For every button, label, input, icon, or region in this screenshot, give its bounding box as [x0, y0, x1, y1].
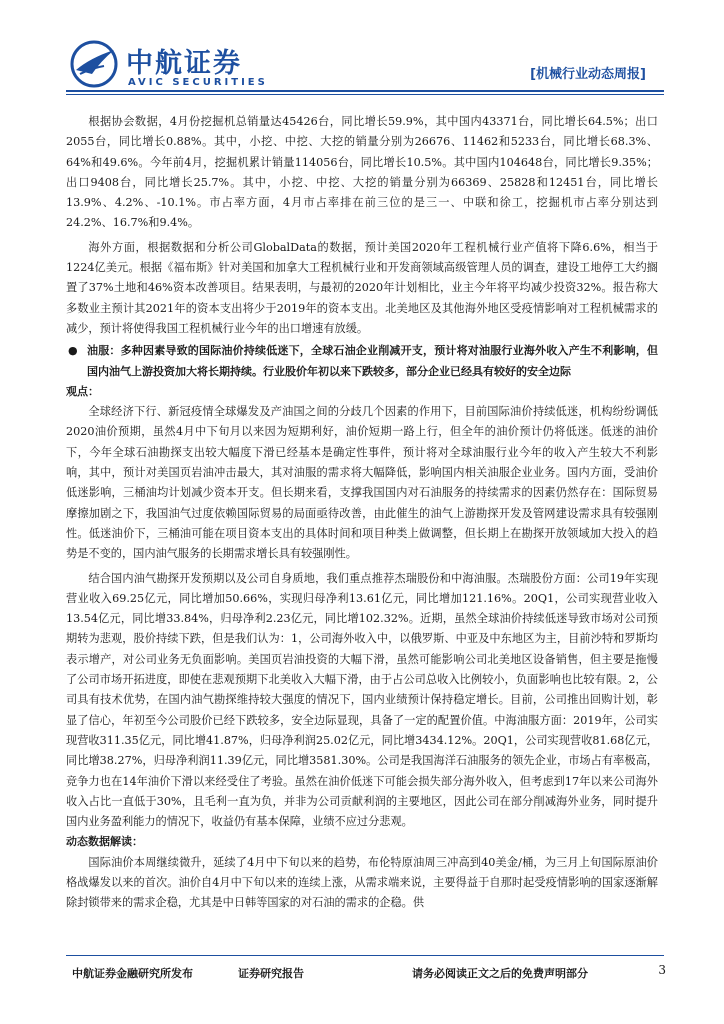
brand-name-en: AVIC SECURITIES [128, 77, 268, 88]
oil-service-heading-text: 油服：多种因素导致的国际油价持续低迷下，全球石油企业削减开支，预计将对油服行业海外收入产生不利影响，但国内油气上游投资加大将长期持续。行业股价年初以来下跌较多，部分企业已经具有较好的安全边际 [87, 344, 658, 378]
paragraph-excavator-sales: 根据协会数据，4月份挖掘机总销量达45426台，同比增长59.9%，其中国内43371台，同比增长64.5%；出口2055台，同比增长0.88%。其中，小挖、中挖、大挖的销量分别为26676、11462和5233台，同比增长68.3%、64%和49.6%。今年前4月，挖掘机累计销量114056台，同比增长10.5%。其中国内104648台，同比增长9.35%；出口9408台，同比增长25.7%。其中，小挖、中挖、大挖的销量分别为66369、25828和12451台，同比增长13.9%、4.2%、-10.1%。市占率方面，4月市占率排在前三位的是三一、中联和徐工，挖掘机市占率分别达到24.2%、16.7%和9.4%。 [66, 115, 658, 230]
header-divider [66, 90, 664, 92]
brand-name-cn: 中航证券 [126, 48, 242, 79]
page-number: 3 [658, 963, 666, 977]
viewpoint-title: 观点： [66, 384, 99, 398]
page-footer [0, 955, 724, 1015]
dynamic-data-title: 动态数据解读： [66, 835, 143, 849]
report-body [66, 112, 658, 957]
report-category: [机械行业动态周报] [530, 67, 646, 82]
paragraph-overseas: 海外方面，根据数据和分析公司GlobalData的数据，预计美国2020年工程机械行业产值将下降6.6%，相当于1224亿美元。根据《福布斯》针对美国和加拿大工程机械行业和开发商领域高级管理人员的调查，建设工地停工大约搁置了37%土地和46%资本改善项目。结果表明，与最初的2020年计划相比，业主今年将平均减少投资32%。报告称大多数业主预计其2021年的资本支出将少于2019年的资本支出。北美地区及其他海外地区受疫情影响对工程机械需求的减少，预计将使得我国工程机械行业今年的出口增速有放缓。 [66, 240, 658, 335]
footer-disclaimer: 请务必阅读正文之后的免费声明部分 [412, 967, 588, 980]
header-divider-thin [66, 94, 664, 95]
paragraph-oil-outlook: 全球经济下行、新冠疫情全球爆发及产油国之间的分歧几个因素的作用下，目前国际油价持续低迷，机构纷纷调低2020油价预期，虽然4月中下旬月以来因为短期利好，油价短期一路上行，但全年的油价预计仍将低迷。低迷的油价下，今年全球石油勘探支出较大幅度下滑已经基本是确定性事件，预计将对全球油服行业今年的收入产生较大不利影响，其中，预计对美国页岩油冲击最大，其对油服的需求将大幅降低，影响国内相关油服企业业务。国内方面，受油价低迷影响，三桶油均计划减少资本开支。但长期来看，支撑我国国内对石油服务的持续需求的因素仍然存在：国际贸易摩擦加剧之下，我国油气过度依赖国际贸易的局面亟待改善，由此催生的油气上游勘探开发及管网建设需求具有较强刚性。低迷油价下，三桶油可能在项目资本支出的具体时间和项目种类上做调整，但长期上在勘探开放领域加大投入的趋势是不变的，国内油气服务的长期需求增长具有较强刚性。 [66, 405, 658, 561]
paragraph-oil-price: 国际油价本周继续微升，延续了4月中下旬以来的趋势，布伦特原油周三冲高到40美金/桶，为三月上旬国际原油价格战爆发以来的首次。油价自4月中下旬以来的连续上涨，从需求端来说，主要得益于自那时起受疫情影响的国家逐渐解除封锁带来的需求企稳，尤其是中日韩等国家的对石油的需求的企稳。供 [66, 855, 658, 910]
footer-publisher: 中航证券金融研究所发布 [72, 967, 193, 980]
paragraph-recommendations: 结合国内油气勘探开发预期以及公司自身质地，我们重点推荐杰瑞股份和中海油服。杰瑞股份方面：公司19年实现营业收入69.25亿元，同比增加50.66%，实现归母净利13.61亿元，同比增加121.16%。20Q1，公司实现营业收入13.54亿元，同比增33.84%，归母净利2.23亿元，同比增102.32%。近期，虽然全球油价持续低迷导致市场对公司预期转为悲观，股价持续下跌，但是我们认为：1，公司海外收入中，以俄罗斯、中亚及中东地区为主，目前沙特和罗斯均表示增产，对公司业务无负面影响。美国页岩油投资的大幅下滑，虽然可能影响公司北美地区设备销售，但主要是拖慢了公司市场开拓进度，即使在悲观预期下北美收入大幅下滑，由于占公司总收入比例较小，负面影响也比较有限。2，公司具有技术优势，在国内油气勘探维持较大强度的情况下，国内业绩预计保持稳定增长。目前，公司推出回购计划，彰显了信心，年初至今公司股价已经下跌较多，安全边际显现，具备了一定的配置价值。中海油服方面：2019年，公司实现营收311.35亿元，同比增41.87%，归母净利润25.02亿元，同比增3434.12%。20Q1，公司实现营收81.68亿元，同比增38.27%，归母净利润11.39亿元，同比增3581.30%。公司是我国海洋石油服务的领先企业，市场占有率极高，竞争力也在14年油价下滑以来经受住了考验。虽然在油价低迷下可能会损失部分海外收入，但考虑到17年以来公司海外收入占比一直低于30%，且毛利一直为负，并非为公司贡献利润的主要地区，因此公司在部分削减海外业务，同时提升国内业务盈利能力的情况下，收益仍有基本保障，业绩不应过分悲观。 [66, 571, 658, 829]
footer-report-type: 证券研究报告 [238, 967, 304, 980]
bullet-marker: ● [68, 344, 78, 358]
oil-service-heading [66, 341, 658, 382]
page-header [0, 0, 724, 100]
footer-divider [66, 955, 664, 956]
avic-logo-icon [70, 40, 118, 88]
